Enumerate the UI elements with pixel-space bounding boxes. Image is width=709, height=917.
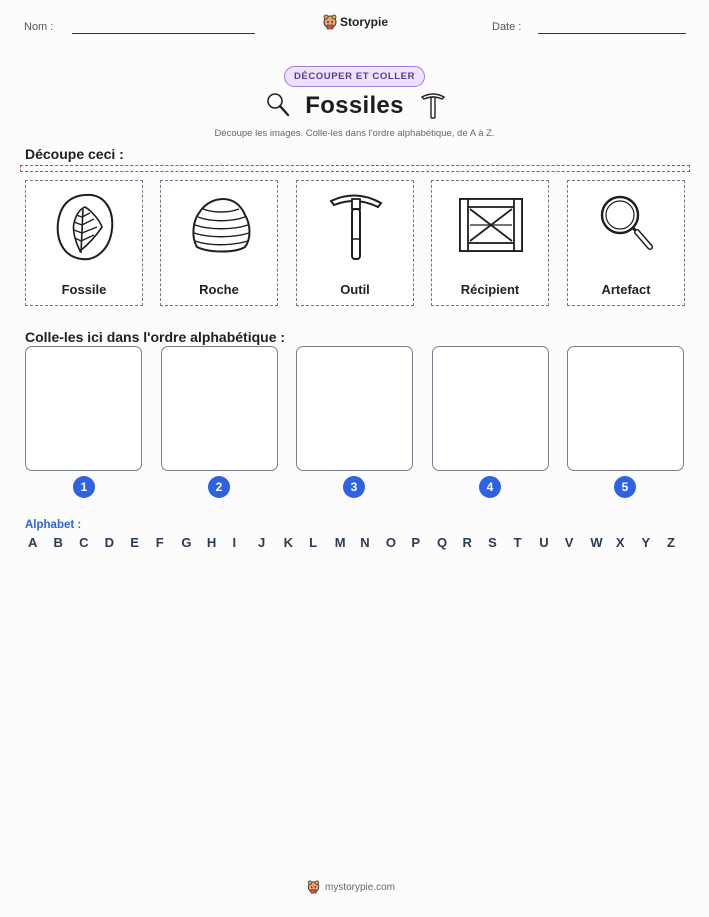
paste-box-2[interactable] xyxy=(161,346,278,471)
paste-section-heading: Colle-les ici dans l'ordre alphabétique : xyxy=(25,329,286,345)
number-badge: 2 xyxy=(208,476,230,498)
footer xyxy=(307,880,395,894)
alphabet-letter: S xyxy=(488,535,497,550)
alphabet-letter: Z xyxy=(667,535,675,550)
alphabet-letter: H xyxy=(206,535,217,550)
name-field-line[interactable] xyxy=(72,33,255,34)
alphabet-letter: Q xyxy=(436,535,448,550)
card-label: Roche xyxy=(199,282,239,297)
cut-card-artefact[interactable] xyxy=(567,180,685,306)
alphabet-letter: C xyxy=(79,535,89,550)
activity-badge: DÉCOUPER ET COLLER xyxy=(284,66,425,87)
date-label: Date : xyxy=(492,21,522,33)
paste-box-1[interactable] xyxy=(25,346,142,471)
cut-card-roche[interactable] xyxy=(160,180,278,306)
page-title: Fossiles xyxy=(305,92,404,119)
alphabet-letter: A xyxy=(28,535,38,550)
cut-card-outil[interactable] xyxy=(296,180,414,306)
alphabet-letter: B xyxy=(53,535,63,550)
card-label: Outil xyxy=(340,282,370,297)
number-badge: 1 xyxy=(73,476,95,498)
alphabet-letter: M xyxy=(334,535,346,550)
alphabet-letter: I xyxy=(232,535,237,550)
alphabet-letter: X xyxy=(615,535,625,550)
alphabet-letter: E xyxy=(130,535,139,550)
storypie-mascot-icon xyxy=(307,880,320,894)
pickaxe-icon xyxy=(321,187,391,267)
cut-card-fossile[interactable] xyxy=(25,180,143,306)
alphabet-letter: L xyxy=(309,535,318,550)
number-badge: 4 xyxy=(479,476,501,498)
alphabet-letter: O xyxy=(385,535,396,550)
alphabet-letter: G xyxy=(181,535,192,550)
alphabet-heading: Alphabet : xyxy=(25,519,82,531)
footer-url: mystorypie.com xyxy=(325,881,396,893)
cut-card-recipient[interactable] xyxy=(431,180,549,306)
alphabet-letter: T xyxy=(513,535,522,550)
alphabet-letter: U xyxy=(539,535,549,550)
alphabet-letter: D xyxy=(104,535,115,550)
alphabet-letter: R xyxy=(462,535,472,550)
alphabet-letter: W xyxy=(590,535,603,550)
instructions: Découpe les images. Colle-les dans l'ordre alphabétique, de A à Z. xyxy=(214,128,495,139)
alphabet-letter: Y xyxy=(641,535,651,550)
leaf-fossil-icon xyxy=(50,187,120,267)
crate-icon xyxy=(456,187,526,267)
cut-section-heading: Découpe ceci : xyxy=(25,146,124,162)
cut-line xyxy=(20,165,690,172)
brand-name: Storypie xyxy=(340,15,389,29)
brand-logo xyxy=(323,14,388,30)
alphabet-letter: P xyxy=(411,535,421,550)
paste-box-3[interactable] xyxy=(296,346,413,471)
alphabet-letter: V xyxy=(564,535,574,550)
alphabet-letter: J xyxy=(258,535,266,550)
card-label: Récipient xyxy=(460,282,520,297)
rock-icon xyxy=(185,187,255,267)
magnifying-glass-icon xyxy=(592,187,662,267)
pickaxe-icon xyxy=(420,92,446,120)
paste-box-5[interactable] xyxy=(567,346,684,471)
card-label: Fossile xyxy=(61,282,107,297)
alphabet-letter: N xyxy=(360,535,370,550)
name-label: Nom : xyxy=(24,21,54,33)
alphabet-letter: F xyxy=(155,535,164,550)
alphabet-letter: K xyxy=(283,535,293,550)
storypie-mascot-icon xyxy=(323,14,337,30)
paste-box-4[interactable] xyxy=(432,346,549,471)
number-badge: 3 xyxy=(343,476,365,498)
number-badge: 5 xyxy=(614,476,636,498)
card-label: Artefact xyxy=(601,282,651,297)
date-field-line[interactable] xyxy=(538,33,686,34)
